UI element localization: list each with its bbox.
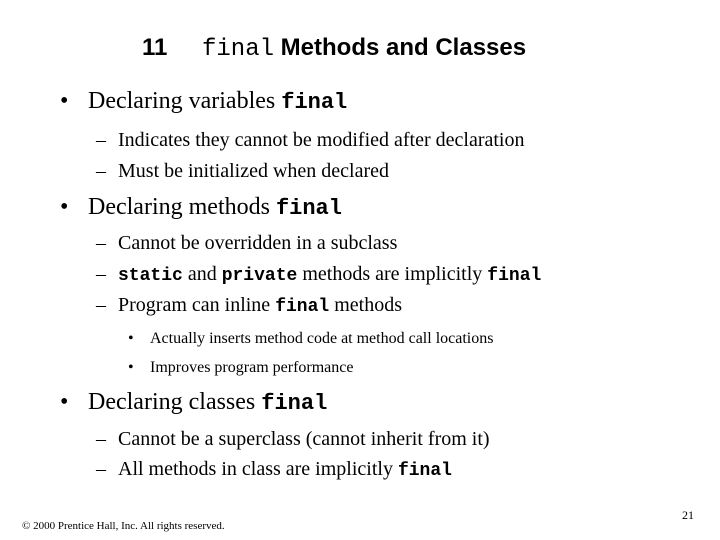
bullet-declaring-methods (60, 194, 342, 221)
code-final: final (487, 266, 542, 286)
sub-item (96, 232, 397, 255)
page-number: 21 (682, 508, 694, 522)
title-keyword: final (202, 36, 275, 63)
sub-item (96, 129, 524, 152)
bullet-marker: • (60, 88, 69, 114)
bullet-text: Declaring methods (88, 194, 276, 220)
sub-item-text: methods are implicitly (297, 263, 488, 285)
sub-item-text: Cannot be a superclass (cannot inherit from it) (118, 428, 490, 450)
sub-item (96, 294, 402, 317)
dash-marker: – (96, 458, 106, 480)
sub-sub-item (128, 359, 353, 377)
sub-item-text: methods (329, 294, 402, 316)
sub-item (96, 160, 389, 183)
sub-item (96, 263, 541, 286)
sub-sub-item-text: Improves program performance (150, 359, 354, 376)
dash-marker: – (96, 160, 106, 182)
dash-marker: – (96, 294, 106, 316)
sub-sub-item-text: Actually inserts method code at method call locations (150, 330, 494, 347)
sub-item (96, 458, 452, 481)
code-static: static (118, 266, 183, 286)
copyright-notice: © 2000 Prentice Hall, Inc. All rights reserved. (22, 520, 225, 532)
sub-item-text: Program can inline (118, 294, 276, 316)
code-private: private (221, 266, 298, 286)
title-number: 11 (142, 34, 168, 61)
sub-item-text: Indicates they cannot be modified after declaration (118, 129, 525, 151)
bullet-marker: • (128, 330, 134, 347)
code-final: final (397, 461, 452, 481)
code-final: final (275, 297, 330, 317)
bullet-text: Declaring variables (88, 88, 282, 114)
bullet-declaring-classes (60, 389, 327, 416)
bullet-code: final (275, 196, 342, 221)
sub-sub-item (128, 330, 493, 348)
slide-title (0, 34, 720, 70)
sub-item-text: and (182, 263, 222, 285)
bullet-code: final (281, 90, 348, 115)
dash-marker: – (96, 232, 106, 254)
bullet-text: Declaring classes (88, 389, 262, 415)
bullet-marker: • (60, 389, 69, 415)
title-text (202, 34, 526, 63)
sub-item-text: Cannot be overridden in a subclass (118, 232, 398, 254)
sub-item-text: All methods in class are implicitly (118, 458, 398, 480)
dash-marker: – (96, 428, 106, 450)
dash-marker: – (96, 129, 106, 151)
title-rest: Methods and Classes (274, 34, 527, 61)
sub-item-text: Must be initialized when declared (118, 160, 390, 182)
bullet-marker: • (128, 359, 134, 376)
bullet-declaring-variables (60, 88, 347, 115)
dash-marker: – (96, 263, 106, 285)
sub-item (96, 428, 490, 451)
bullet-marker: • (60, 194, 69, 220)
bullet-code: final (261, 391, 328, 416)
